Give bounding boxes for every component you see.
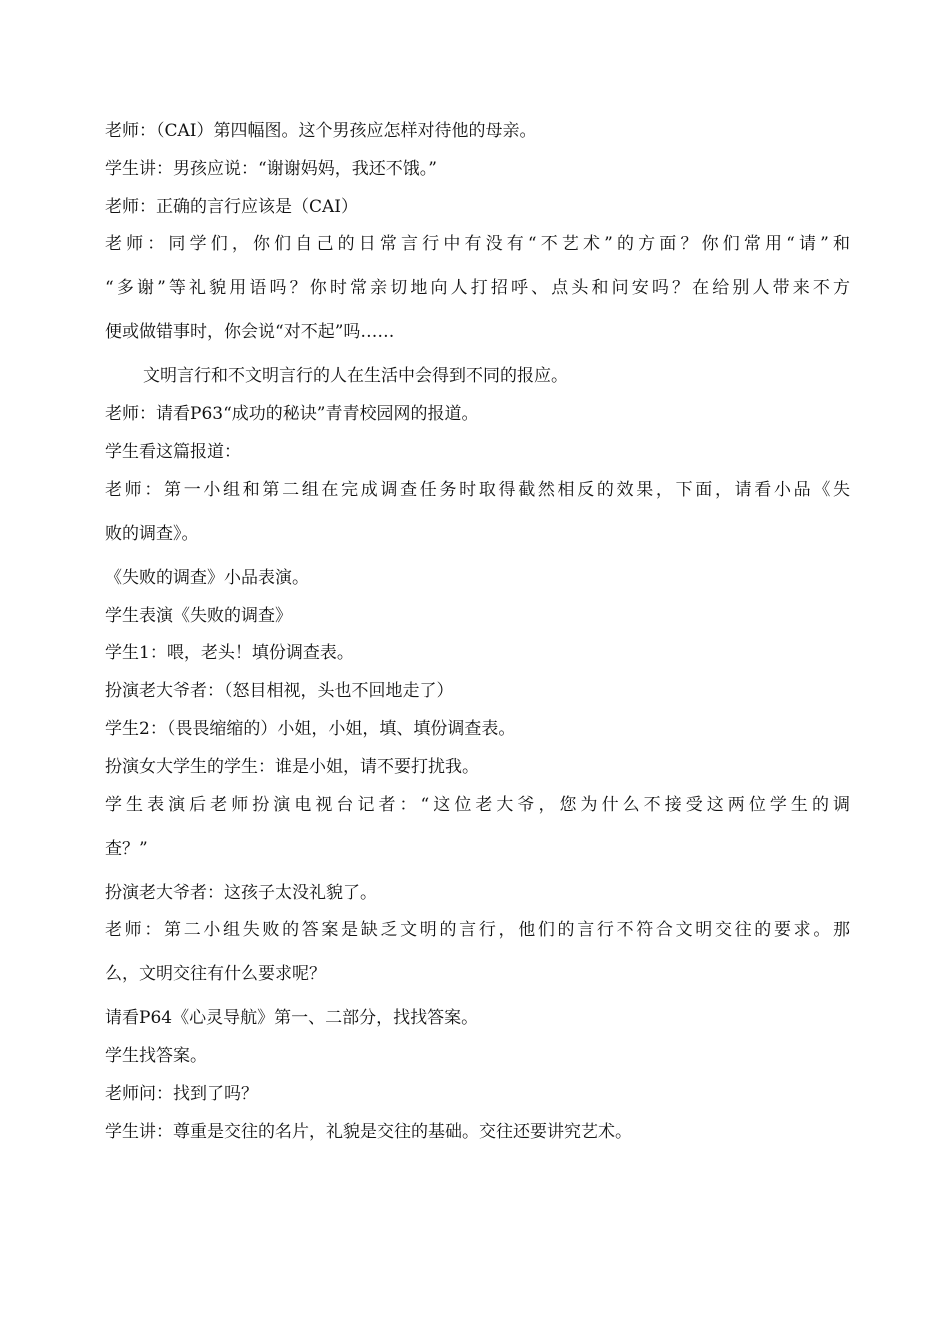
text-line: 查？” bbox=[105, 838, 148, 859]
indented-paragraph: 文明言行和不文明言行的人在生活中会得到不同的报应。 bbox=[143, 366, 568, 387]
text-line: 老师：（CAI）第四幅图。这个男孩应怎样对待他的母亲。 bbox=[105, 121, 537, 141]
text-line: 便或做错事时，你会说“对不起”吗…… bbox=[105, 322, 395, 343]
text-line: 学生看这篇报道： bbox=[105, 441, 241, 462]
text-line: 扮演老大爷者：这孩子太没礼貌了。 bbox=[105, 882, 377, 903]
text-line: 学生1：喂，老头！填份调查表。 bbox=[105, 643, 354, 664]
text-line: 老师：请看P63“成功的秘诀”青青校园网的报道。 bbox=[105, 404, 479, 425]
text-line: “多谢”等礼貌用语吗？你时常亲切地向人打招呼、点头和问安吗？在给别人带来不方 bbox=[105, 278, 850, 299]
text-line: 败的调查》。 bbox=[105, 523, 199, 544]
text-line: 老师问：找到了吗？ bbox=[105, 1083, 258, 1104]
text-line: 学生2：（畏畏缩缩的）小姐，小姐，填、填份调查表。 bbox=[105, 718, 516, 739]
text-line: 学生表演《失败的调查》 bbox=[105, 605, 292, 626]
text-line: 《失败的调查》小品表演。 bbox=[105, 567, 309, 588]
text-line: 学生讲：男孩应说：“谢谢妈妈，我还不饿。” bbox=[105, 158, 437, 179]
text-line: 学生表演后老师扮演电视台记者：“这位老大爷，您为什么不接受这两位学生的调 bbox=[105, 794, 850, 815]
text-line: 扮演老大爷者：（怒目相视，头也不回地走了） bbox=[105, 681, 454, 702]
text-line: 老师：同学们，你们自己的日常言行中有没有“不艺术”的方面？你们常用“请”和 bbox=[105, 234, 850, 255]
text-line: 么，文明交往有什么要求呢？ bbox=[105, 964, 326, 985]
document-body bbox=[105, 113, 850, 1152]
text-line: 学生找答案。 bbox=[105, 1046, 207, 1067]
text-line: 老师：正确的言行应该是（CAI） bbox=[105, 196, 358, 217]
text-line: 请看P64《心灵导航》第一、二部分，找找答案。 bbox=[105, 1008, 479, 1029]
text-line: 学生讲：尊重是交往的名片，礼貌是交往的基础。交往还要讲究艺术。 bbox=[105, 1121, 632, 1142]
text-line: 老师：第一小组和第二组在完成调查任务时取得截然相反的效果，下面，请看小品《失 bbox=[105, 479, 850, 500]
text-line: 老师：第二小组失败的答案是缺乏文明的言行，他们的言行不符合文明交往的要求。那 bbox=[105, 920, 850, 941]
text-line: 扮演女大学生的学生：谁是小姐，请不要打扰我。 bbox=[105, 756, 479, 777]
